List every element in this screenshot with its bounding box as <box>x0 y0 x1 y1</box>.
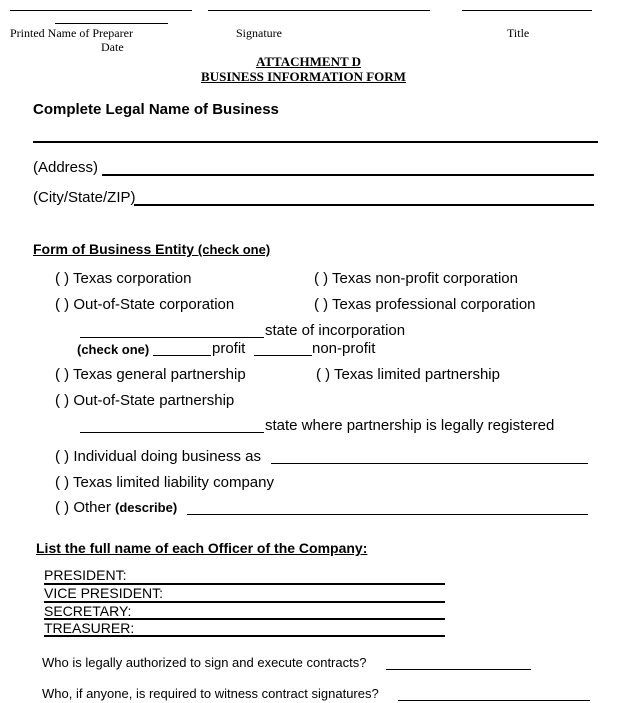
date-label: Date <box>101 40 124 54</box>
profit-field[interactable] <box>153 355 211 356</box>
partnership-state-field[interactable] <box>80 432 264 433</box>
option-texas-nonprofit-corporation[interactable]: ( ) Texas non-profit corporation <box>314 270 518 287</box>
option-texas-limited-partnership[interactable]: ( ) Texas limited partnership <box>316 366 500 383</box>
signature-sign-line[interactable] <box>208 10 430 11</box>
dba-name-field[interactable] <box>271 463 588 464</box>
state-of-incorporation-label: state of incorporation <box>265 322 406 339</box>
option-texas-llc[interactable]: ( ) Texas limited liability company <box>55 474 274 491</box>
city-state-zip-label: (City/State/ZIP) <box>33 189 136 206</box>
treasurer-field[interactable] <box>44 635 445 637</box>
entity-heading: Form of Business Entity (check one) <box>33 241 271 257</box>
non-profit-field[interactable] <box>254 355 312 356</box>
sign-contracts-field[interactable] <box>386 669 531 670</box>
attachment-heading: ATTACHMENT D <box>255 54 362 69</box>
check-one-label: (check one) <box>77 342 150 357</box>
sign-contracts-question: Who is legally authorized to sign and execute contracts? <box>42 655 367 670</box>
legal-name-label: Complete Legal Name of Business <box>33 101 279 118</box>
non-profit-label: non-profit <box>312 340 376 357</box>
option-texas-general-partnership[interactable]: ( ) Texas general partnership <box>55 366 246 383</box>
legal-name-field[interactable] <box>33 141 598 143</box>
vice-president-label: VICE PRESIDENT: <box>44 585 164 601</box>
preparer-sign-line[interactable] <box>10 10 192 11</box>
partnership-state-label: state where partnership is legally registered <box>265 417 555 434</box>
witness-field[interactable] <box>398 700 590 701</box>
preparer-label: Printed Name of Preparer <box>10 26 133 40</box>
title-label: Title <box>507 26 530 40</box>
state-of-incorporation-field[interactable] <box>80 337 264 338</box>
option-out-of-state-corporation[interactable]: ( ) Out-of-State corporation <box>55 296 235 313</box>
option-texas-professional-corporation[interactable]: ( ) Texas professional corporation <box>314 296 536 313</box>
profit-label: profit <box>212 340 246 357</box>
witness-question: Who, if anyone, is required to witness contract signatures? <box>42 686 379 701</box>
address-field[interactable] <box>102 174 594 176</box>
option-texas-corporation[interactable]: ( ) Texas corporation <box>55 270 192 287</box>
city-state-zip-field[interactable] <box>134 204 594 206</box>
treasurer-label: TREASURER: <box>44 620 135 636</box>
form-title: BUSINESS INFORMATION FORM <box>201 69 406 84</box>
option-out-of-state-partnership[interactable]: ( ) Out-of-State partnership <box>55 392 235 409</box>
officers-heading: List the full name of each Officer of the Company: <box>36 540 368 556</box>
date-sign-line[interactable] <box>55 23 168 24</box>
option-individual-dba[interactable]: ( ) Individual doing business as <box>55 448 261 465</box>
other-describe-field[interactable] <box>187 514 588 515</box>
option-other[interactable]: ( ) Other (describe) <box>55 499 178 516</box>
secretary-label: SECRETARY: <box>44 603 132 619</box>
title-sign-line[interactable] <box>462 10 592 11</box>
president-label: PRESIDENT: <box>44 567 127 583</box>
signature-label: Signature <box>236 26 282 40</box>
address-label: (Address) <box>33 159 99 176</box>
